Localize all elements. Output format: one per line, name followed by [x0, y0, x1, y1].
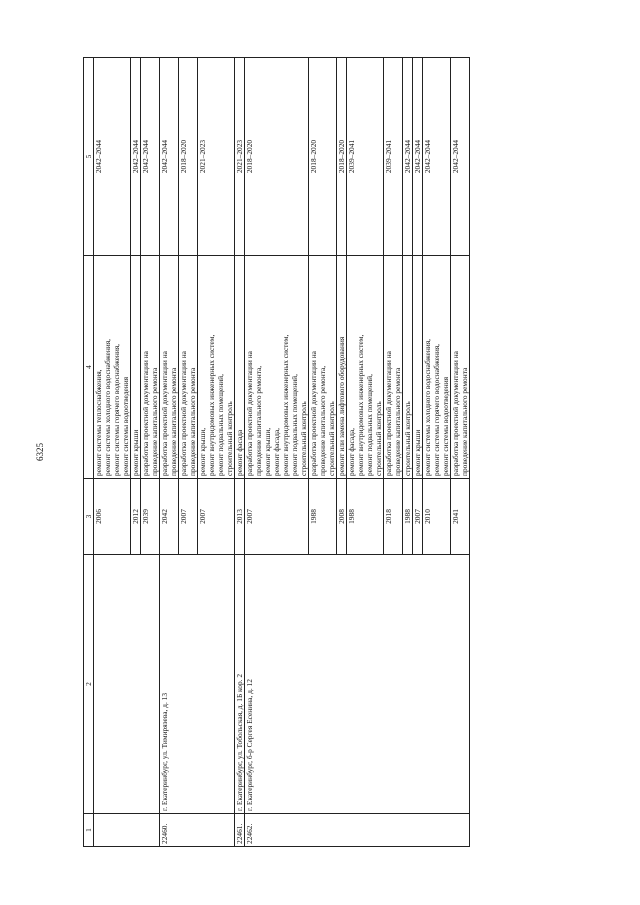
- work-type-line: проведение капитального ремонта: [169, 367, 178, 476]
- last-repair-year: 1988: [347, 479, 384, 555]
- last-repair-year: 2006: [94, 479, 131, 555]
- planned-period: 2042–2044: [403, 58, 413, 256]
- work-type-line: разработка проектной документации на: [309, 351, 318, 476]
- work-types: [198, 256, 235, 479]
- work-type-line: строительный контроль: [327, 401, 336, 476]
- work-type-line: проведение капитального ремонта: [460, 367, 469, 476]
- work-type-line: ремонт внутридомовых инженерных систем,: [281, 334, 290, 476]
- work-types: [141, 256, 160, 479]
- work-type-line: ремонт подвальных помещений,: [365, 374, 374, 476]
- work-types: [235, 256, 245, 479]
- table-row: [94, 58, 131, 847]
- work-type-line: проведение капитального ремонта,: [318, 365, 327, 476]
- last-repair-year: 2013: [235, 479, 245, 555]
- work-type-line: ремонт системы холодного водоснабжения,: [423, 339, 432, 476]
- work-type-line: проведение капитального ремонта: [188, 367, 197, 476]
- last-repair-year: 2012: [131, 479, 141, 555]
- work-type-line: ремонт подвальных помещений,: [290, 374, 299, 476]
- header-col-2: 2: [84, 555, 94, 814]
- last-repair-year: 2041: [451, 479, 470, 555]
- planned-period: 2018–2020: [179, 58, 198, 256]
- header-col-4: 4: [84, 256, 94, 479]
- object-number: 22460.: [160, 814, 235, 847]
- work-type-line: ремонт системы водоотведения: [121, 376, 130, 476]
- work-types: [423, 256, 451, 479]
- last-repair-year: 1988: [309, 479, 337, 555]
- planned-period: 2042–2044: [94, 58, 131, 256]
- table-row: [235, 58, 245, 847]
- work-types: [179, 256, 198, 479]
- last-repair-year: 2008: [337, 479, 347, 555]
- work-type-line: ремонт крыши,: [198, 427, 207, 476]
- page-number: 6325: [35, 443, 45, 461]
- work-types: [413, 256, 423, 479]
- building-address: [94, 555, 160, 814]
- last-repair-year: 2042: [160, 479, 179, 555]
- building-address: г. Екатеринбург, б-р Сергея Есенина, д. 12: [245, 555, 470, 814]
- work-type-line: разработка проектной документации на: [141, 351, 150, 476]
- work-type-line: ремонт системы горячего водоснабжения,: [432, 343, 441, 476]
- work-types: [403, 256, 413, 479]
- work-type-line: проведение капитального ремонта: [393, 367, 402, 476]
- work-type-line: разработка проектной документации на: [451, 351, 460, 476]
- work-types: [384, 256, 403, 479]
- work-types: [94, 256, 131, 479]
- work-types: [131, 256, 141, 479]
- work-type-line: ремонт крыши,: [263, 427, 272, 476]
- last-repair-year: 2007: [179, 479, 198, 555]
- table-row: [160, 58, 179, 847]
- planned-period: 2018–2020: [309, 58, 337, 256]
- work-type-line: ремонт системы горячего водоснабжения,: [112, 343, 121, 476]
- planned-period: 2018–2020: [337, 58, 347, 256]
- work-type-line: ремонт фасада,: [347, 428, 356, 476]
- work-types: [309, 256, 337, 479]
- planned-period: 2042–2044: [131, 58, 141, 256]
- work-type-line: ремонт фасада,: [272, 428, 281, 476]
- work-type-line: ремонт фасада: [235, 429, 244, 476]
- object-number: 22461.: [235, 814, 245, 847]
- header-col-5: 5: [84, 58, 94, 256]
- work-type-line: разработка проектной документации на: [245, 351, 254, 476]
- work-type-line: ремонт крыши: [413, 429, 422, 476]
- table-row: [245, 58, 309, 847]
- work-type-line: строительный контроль: [403, 401, 412, 476]
- last-repair-year: 2039: [141, 479, 160, 555]
- last-repair-year: 2007: [245, 479, 309, 555]
- work-types: [347, 256, 384, 479]
- planned-period: 2021–2023: [235, 58, 245, 256]
- planned-period: 2042–2044: [413, 58, 423, 256]
- work-type-line: разработка проектной документации на: [160, 351, 169, 476]
- header-col-3: 3: [84, 479, 94, 555]
- work-types: [337, 256, 347, 479]
- planned-period: 2042–2044: [160, 58, 179, 256]
- planned-period: 2042–2044: [141, 58, 160, 256]
- planned-period: 2042–2044: [423, 58, 451, 256]
- last-repair-year: 2007: [413, 479, 423, 555]
- planned-period: 2042–2044: [451, 58, 470, 256]
- work-type-line: ремонт подвальных помещений,: [216, 374, 225, 476]
- object-number: 22462.: [245, 814, 470, 847]
- last-repair-year: 2010: [423, 479, 451, 555]
- planned-period: 2018–2020: [245, 58, 309, 256]
- last-repair-year: 1988: [403, 479, 413, 555]
- work-type-line: строительный контроль: [225, 401, 234, 476]
- planned-period: 2021–2023: [198, 58, 235, 256]
- planned-period: 2039–2041: [347, 58, 384, 256]
- last-repair-year: 2007: [198, 479, 235, 555]
- header-col-1: 1: [84, 814, 94, 847]
- work-type-line: ремонт или замена лифтового оборудования: [337, 336, 346, 476]
- table-header-row: [84, 58, 94, 847]
- work-types: [451, 256, 470, 479]
- work-type-line: ремонт крыши: [131, 429, 140, 476]
- document-page-rotated: [83, 83, 588, 847]
- work-type-line: проведение капитального ремонта: [150, 367, 159, 476]
- repair-schedule-table: [83, 57, 470, 847]
- building-address: г. Екатеринбург, ул. Тимирязева, д. 13: [160, 555, 235, 814]
- work-type-line: ремонт внутридомовых инженерных систем,: [356, 334, 365, 476]
- work-type-line: ремонт системы теплоснабжения,: [94, 369, 103, 476]
- work-type-line: ремонт системы водоотведения: [441, 376, 450, 476]
- planned-period: 2039–2041: [384, 58, 403, 256]
- last-repair-year: 2018: [384, 479, 403, 555]
- work-types: [160, 256, 179, 479]
- work-type-line: проведение капитального ремонта,: [254, 365, 263, 476]
- work-type-line: ремонт внутридомовых инженерных систем,: [207, 334, 216, 476]
- work-type-line: ремонт системы холодного водоснабжения,: [103, 339, 112, 476]
- building-address: г. Екатеринбург, ул. Тобольская, д. 1Б кор. 2: [235, 555, 245, 814]
- work-types: [245, 256, 309, 479]
- work-type-line: разработка проектной документации на: [179, 351, 188, 476]
- work-type-line: строительный контроль: [299, 401, 308, 476]
- object-number: [94, 814, 160, 847]
- work-type-line: строительный контроль: [374, 401, 383, 476]
- work-type-line: разработка проектной документации на: [384, 351, 393, 476]
